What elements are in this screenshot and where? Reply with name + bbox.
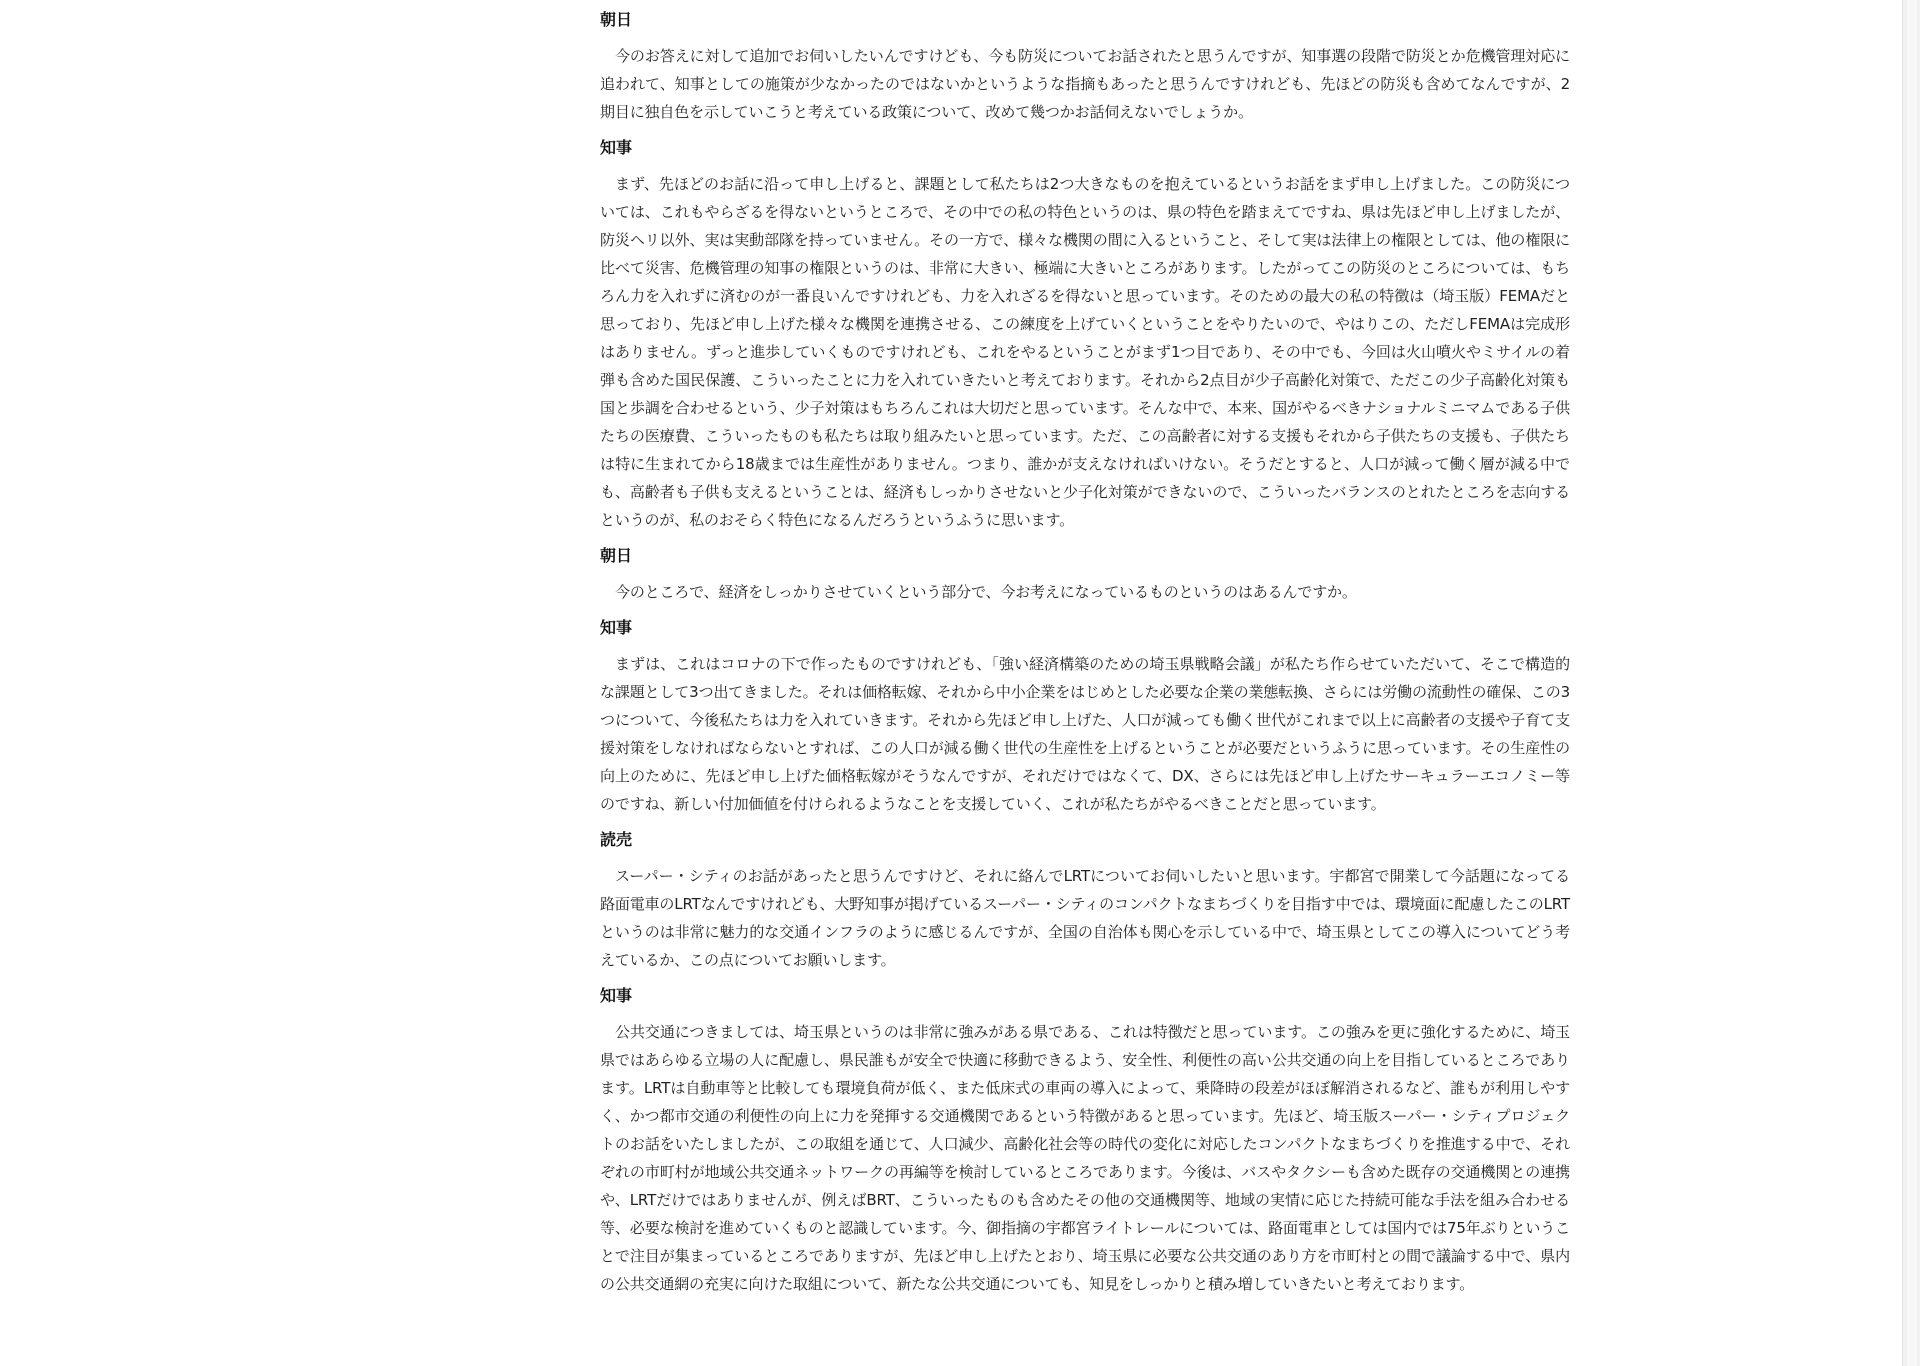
speech-text: 公共交通につきましては、埼玉県というのは非常に強みがある県である、これは特徴だと思っています。この強みを更に強化するために、埼玉県ではあらゆる立場の人に配慮し、県民誰もが安全で快適に移動できるよう、安全性、利便性の高い公共交通の向上を目指しているところであります。LRTは自動車等と比較しても環境負荷が低く、また低床式の車両の導入によって、乗降時の段差がほぼ解消されるなど、誰もが利用しやすく、かつ都市交通の利便性の向上に力を発揮する交通機関であるという特徴があると思っています。先ほど、埼玉版スーパー・シティプロジェクトのお話をいたしましたが、この取組を通じて、人口減少、高齢化社会等の時代の変化に対応したコンパクトなまちづくりを推進する中で、それぞれの市町村が地域公共交通ネットワークの再編等を検討しているところであります。今後は、バスやタクシーも含めた既存の交通機関との連携や、LRTだけではありませんが、例えばBRT、こういったものも含めたその他の交通機関等、地域の実情に応じた持続可能な手法を組み合わせる等、必要な検討を進めていくものと認識しています。今、御指摘の宇都宮ライトレールについては、路面電車としては国内では75年ぶりということで注目が集まっているところでありますが、先ほど申し上げたとおり、埼玉県に必要な公共交通のあり方を市町村との間で議論する中で、県内の公共交通網の充実に向けた取組について、新たな公共交通についても、知見をしっかりと積み増していきたいと考えております。 <box>600 1023 1570 1293</box>
speaker-label: 知事 <box>600 986 633 1005</box>
press-conference-transcript <box>600 0 1570 1310</box>
dialogue-block <box>600 986 1570 1298</box>
dialogue-block <box>600 830 1570 974</box>
speaker-label: 読売 <box>600 830 633 849</box>
vertical-scrollbar[interactable] <box>1902 0 1920 1366</box>
dialogue-block <box>600 546 1570 606</box>
dialogue-block <box>600 618 1570 818</box>
scrollbar-thumb[interactable] <box>1907 0 1917 1366</box>
dialogue-block <box>600 10 1570 126</box>
speech-text: まずは、これはコロナの下で作ったものですけれども、「強い経済構築のための埼玉県戦略会議」が私たち作らせていただいて、そこで構造的な課題として3つ出てきました。それは価格転嫁、それから中小企業をはじめとした必要な企業の業態転換、さらには労働の流動性の確保、この3つについて、今後私たちは力を入れていきます。それから先ほど申し上げた、人口が減っても働く世代がこれまで以上に高齢者の支援や子育て支援対策をしなければならないとすれば、この人口が減る働く世代の生産性を上げるということが必要だというふうに思っています。その生産性の向上のために、先ほど申し上げた価格転嫁がそうなんですが、それだけではなくて、DX、さらには先ほど申し上げたサーキュラーエコノミー等のですね、新しい付加価値を付けられるようなことを支援していく、これが私たちがやるべきことだと思っています。 <box>600 655 1570 813</box>
speaker-label: 知事 <box>600 138 633 157</box>
speech-text: 今のところで、経済をしっかりさせていくという部分で、今お考えになっているものというのはあるんですか。 <box>615 583 1357 601</box>
dialogue-block <box>600 138 1570 534</box>
speaker-label: 朝日 <box>600 546 633 565</box>
speech-text: 今のお答えに対して追加でお伺いしたいんですけども、今も防災についてお話されたと思うんですが、知事選の段階で防災とか危機管理対応に追われて、知事としての施策が少なかったのではないかというような指摘もあったと思うんですけれども、先ほどの防災も含めてなんですが、2期目に独自色を示していこうと考えている政策について、改めて幾つかお話伺えないでしょうか。 <box>600 47 1570 121</box>
speech-text: スーパー・シティのお話があったと思うんですけど、それに絡んでLRTについてお伺いしたいと思います。宇都宮で開業して今話題になってる路面電車のLRTなんですけれども、大野知事が掲げているスーパー・シティのコンパクトなまちづくりを目指す中では、環境面に配慮したこのLRTというのは非常に魅力的な交通インフラのように感じるんですが、全国の自治体も関心を示している中で、埼玉県としてこの導入についてどう考えているか、この点についてお願いします。 <box>600 867 1570 969</box>
speaker-label: 朝日 <box>600 10 633 29</box>
speaker-label: 知事 <box>600 618 633 637</box>
speech-text: まず、先ほどのお話に沿って申し上げると、課題として私たちは2つ大きなものを抱えているというお話をまず申し上げました。この防災については、これもやらざるを得ないというところで、その中での私の特色というのは、県の特色を踏まえてですね、県は先ほど申し上げましたが、防災ヘリ以外、実は実動部隊を持っていません。その一方で、様々な機関の間に入るということ、そして実は法律上の権限としては、他の権限に比べて災害、危機管理の知事の権限というのは、非常に大きい、極端に大きいところがあります。したがってこの防災のところについては、もちろん力を入れずに済むのが一番良いんですけれども、力を入れざるを得ないと思っています。そのための最大の私の特徴は（埼玉版）FEMAだと思っており、先ほど申し上げた様々な機関を連携させる、この練度を上げていくということをやりたいので、やはりこの、ただしFEMAは完成形はありません。ずっと進歩していくものですけれども、これをやるということがまず1つ目であり、その中でも、今回は火山噴火やミサイルの着弾も含めた国民保護、こういったことに力を入れていきたいと考えております。それから2点目が少子高齢化対策で、ただこの少子高齢化対策も国と歩調を合わせるという、少子対策はもちろんこれは大切だと思っています。そんな中で、本来、国がやるべきナショナルミニマムである子供たちの医療費、こういったものも私たちは取り組みたいと思っています。ただ、この高齢者に対する支援もそれから子供たちの支援も、子供たちは特に生まれてから18歳までは生産性がありません。つまり、誰かが支えなければいけない。そうだとすると、人口が減って働く層が減る中でも、高齢者も子供も支えるということは、経済もしっかりさせないと少子化対策ができないので、こういったバランスのとれたところを志向するというのが、私のおそらく特色になるんだろうというふうに思います。 <box>600 175 1570 529</box>
